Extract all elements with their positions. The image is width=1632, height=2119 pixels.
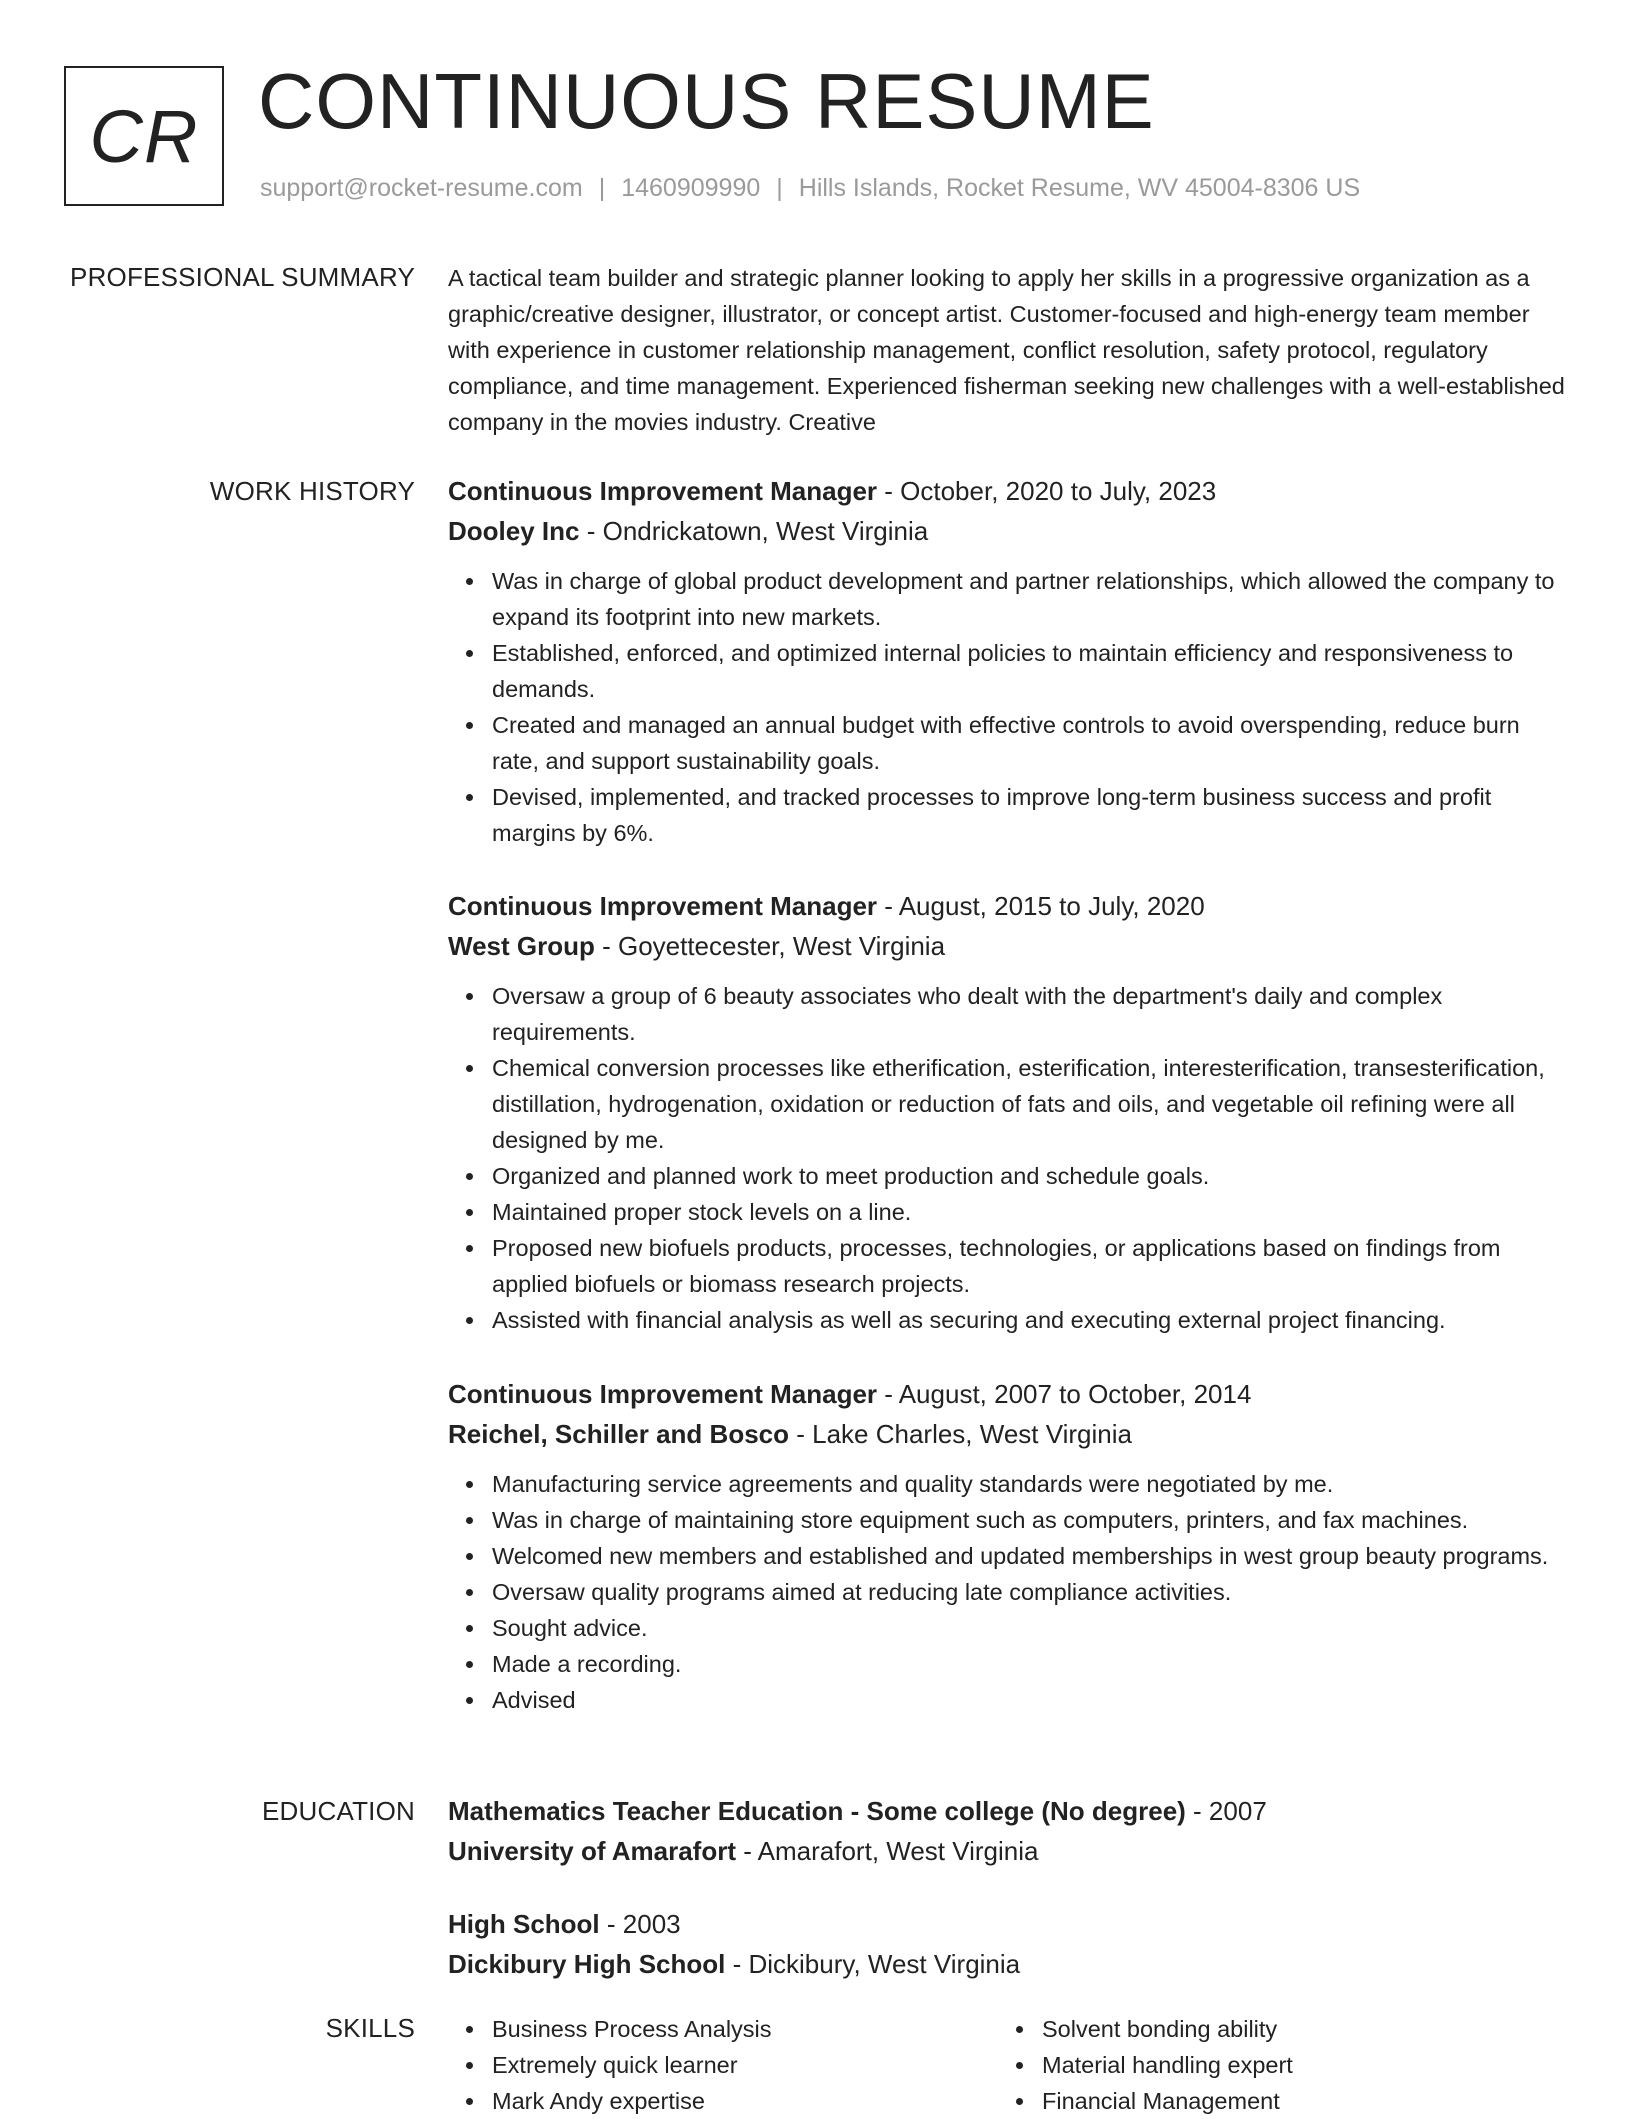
skill-item: Material handling expert	[1042, 2047, 1548, 2083]
education-degree: Mathematics Teacher Education - Some college (No degree)	[448, 1796, 1186, 1826]
skills-list	[998, 2011, 1548, 2119]
job-title: Continuous Improvement Manager	[448, 891, 878, 921]
section-label-skills: SKILLS	[325, 2013, 415, 2043]
job-bullet: Welcomed new members and established and updated memberships in west group beauty programs.	[492, 1538, 1568, 1574]
job-bullet: Was in charge of global product development and partner relationships, which allowed the company to expand its footprint into new markets.	[492, 563, 1568, 635]
section-label-education: EDUCATION	[262, 1796, 415, 1826]
job-bullet: Devised, implemented, and tracked processes to improve long-term business success and profit margins by 6%.	[492, 779, 1568, 851]
education-school-line	[448, 1831, 1568, 1871]
skill-item: Extremely quick learner	[492, 2047, 998, 2083]
job-dates: - August, 2015 to July, 2020	[877, 891, 1205, 921]
skill-item: Solvent bonding ability	[1042, 2011, 1548, 2047]
education-year: - 2007	[1185, 1796, 1267, 1826]
job-bullet: Advised	[492, 1682, 1568, 1718]
job-bullet: Assisted with financial analysis as well as securing and executing external project financing.	[492, 1302, 1568, 1338]
job-entry	[448, 471, 1568, 851]
job-title: Continuous Improvement Manager	[448, 476, 878, 506]
education-year: - 2003	[599, 1909, 681, 1939]
job-bullet: Maintained proper stock levels on a line.	[492, 1194, 1568, 1230]
monogram-logo	[64, 66, 224, 206]
skills-columns	[448, 2011, 1568, 2119]
job-bullet: Chemical conversion processes like etherification, esterification, interesterification, transesterification, distillation, hydrogenation, oxidation or reduction of fats and oils, and vegetable oil refining were all designed by me.	[492, 1050, 1568, 1158]
job-bullet: Created and managed an annual budget with effective controls to avoid overspending, reduce burn rate, and support sustainability goals.	[492, 707, 1568, 779]
job-bullet: Oversaw a group of 6 beauty associates who dealt with the department's daily and complex requirements.	[492, 978, 1568, 1050]
job-title: Continuous Improvement Manager	[448, 1379, 878, 1409]
section-label-work-history: WORK HISTORY	[209, 476, 415, 506]
job-location: - Goyettecester, West Virginia	[594, 931, 946, 961]
skills-section	[448, 2011, 1568, 2119]
job-company-line	[448, 926, 1568, 966]
job-entry	[448, 1374, 1568, 1718]
section-label-summary: PROFESSIONAL SUMMARY	[70, 262, 415, 292]
contact-line	[260, 174, 1360, 203]
job-location: - Lake Charles, West Virginia	[789, 1419, 1132, 1449]
contact-separator: |	[598, 174, 606, 202]
skill-item: Financial Management	[1042, 2083, 1548, 2119]
job-location: - Ondrickatown, West Virginia	[579, 516, 929, 546]
job-bullets	[448, 978, 1568, 1338]
job-company: West Group	[448, 931, 595, 961]
job-company: Reichel, Schiller and Bosco	[448, 1419, 789, 1449]
education-school-line	[448, 1944, 1568, 1984]
job-title-line	[448, 886, 1568, 926]
job-company-line	[448, 511, 1568, 551]
job-bullet: Manufacturing service agreements and quality standards were negotiated by me.	[492, 1466, 1568, 1502]
education-location: - Amarafort, West Virginia	[736, 1836, 1039, 1866]
job-company-line	[448, 1414, 1568, 1454]
education-location: - Dickibury, West Virginia	[725, 1949, 1021, 1979]
job-bullet: Was in charge of maintaining store equipment such as computers, printers, and fax machines.	[492, 1502, 1568, 1538]
job-title-line	[448, 1374, 1568, 1414]
job-company: Dooley Inc	[448, 516, 580, 546]
education-degree: High School	[448, 1909, 600, 1939]
skill-item: Business Process Analysis	[492, 2011, 998, 2047]
job-bullet: Proposed new biofuels products, processes, technologies, or applications based on findings from applied biofuels or biomass research projects.	[492, 1230, 1568, 1302]
job-dates: - August, 2007 to October, 2014	[877, 1379, 1252, 1409]
job-bullet: Oversaw quality programs aimed at reducing late compliance activities.	[492, 1574, 1568, 1610]
job-bullets	[448, 563, 1568, 851]
job-dates: - October, 2020 to July, 2023	[877, 476, 1217, 506]
skills-column-left	[448, 2011, 998, 2119]
education-school: Dickibury High School	[448, 1949, 726, 1979]
education-degree-line	[448, 1904, 1568, 1944]
job-title-line	[448, 471, 1568, 511]
monogram-initials: CR	[89, 94, 199, 178]
summary-section	[448, 260, 1568, 440]
contact-email: support@rocket-resume.com	[260, 174, 583, 202]
education-entry	[448, 1904, 1568, 1984]
resume-name: CONTINUOUS RESUME	[258, 57, 1155, 145]
education-entry	[448, 1791, 1568, 1871]
skills-list	[448, 2011, 998, 2119]
contact-address: Hills Islands, Rocket Resume, WV 45004-8306 US	[798, 174, 1361, 202]
job-bullet: Sought advice.	[492, 1610, 1568, 1646]
job-bullet: Made a recording.	[492, 1646, 1568, 1682]
job-entry	[448, 886, 1568, 1338]
education-school: University of Amarafort	[448, 1836, 736, 1866]
skills-column-right	[998, 2011, 1548, 2119]
job-bullet: Organized and planned work to meet production and schedule goals.	[492, 1158, 1568, 1194]
job-bullets	[448, 1466, 1568, 1718]
job-bullet: Established, enforced, and optimized internal policies to maintain efficiency and responsiveness to demands.	[492, 635, 1568, 707]
contact-separator: |	[776, 174, 783, 202]
contact-phone: 1460909990	[621, 174, 761, 202]
skill-item: Mark Andy expertise	[492, 2083, 998, 2119]
education-degree-line	[448, 1791, 1568, 1831]
summary-text: A tactical team builder and strategic planner looking to apply her skills in a progressive organization as a graphic/creative designer, illustrator, or concept artist. Customer-focused and high-energy team member with experience in customer relationship management, conflict resolution, safety protocol, regulatory compliance, and time management. Experienced fisherman seeking new challenges with a well-established company in the movies industry. Creative	[448, 265, 1565, 435]
